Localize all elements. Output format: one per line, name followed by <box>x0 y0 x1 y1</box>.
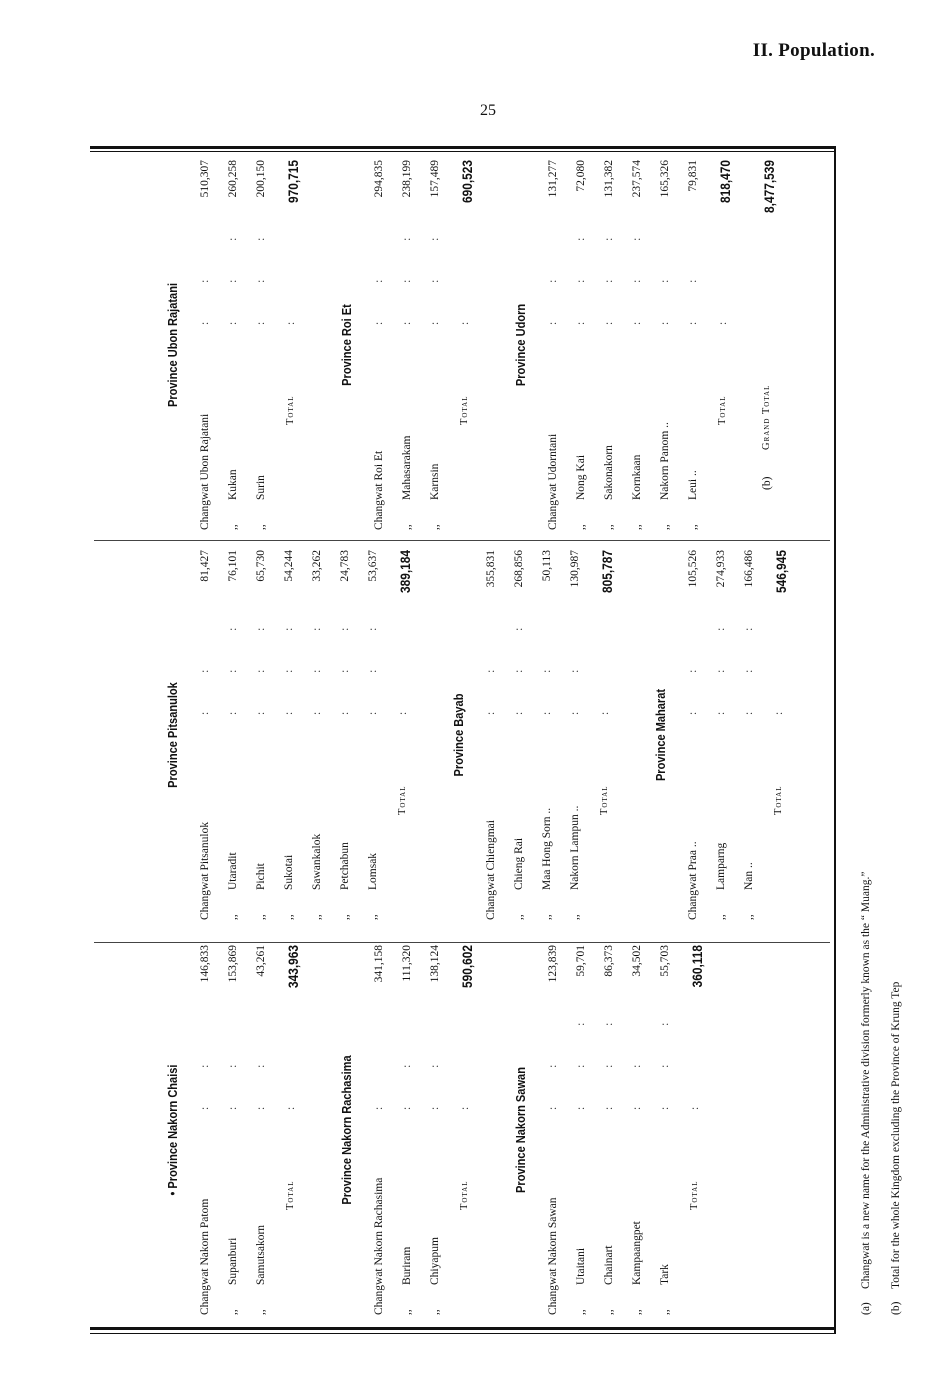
ditto-mark: ,, <box>687 524 699 530</box>
population-value: 50,113 <box>541 550 553 582</box>
population-value: 294,835 <box>373 160 385 198</box>
province-title: Province Nakorn Sawan <box>513 1067 528 1193</box>
leader-dots: : : : <box>575 219 587 325</box>
ditto-mark: ,, <box>401 1309 413 1315</box>
province-total-row <box>285 160 305 530</box>
province-total-row <box>285 945 305 1315</box>
changwat-name: Pichit <box>255 863 267 890</box>
changwat-name: Maa Hong Sorn .. <box>541 807 553 890</box>
changwat-name: Nan .. <box>743 862 755 890</box>
leader-dots: : : <box>485 651 497 715</box>
leader-dots: : : : <box>227 219 239 325</box>
total-label: Total <box>459 1180 470 1210</box>
total-label: Total <box>717 395 728 425</box>
table-row <box>547 945 567 1315</box>
population-value: 130,987 <box>569 550 581 588</box>
leader-dots: : : : <box>429 219 441 325</box>
table-row <box>575 945 595 1315</box>
population-table <box>165 155 865 1315</box>
leader-dots: : : <box>569 651 581 715</box>
population-value: 43,261 <box>255 945 267 977</box>
province-title: Province Maharat <box>653 688 668 782</box>
province-total-row <box>397 550 417 920</box>
ditto-mark: ,, <box>311 914 323 920</box>
population-value: 111,320 <box>401 945 413 982</box>
table-row <box>199 550 219 920</box>
total-label: Total <box>285 395 296 425</box>
leader-dots: : : : <box>715 609 727 715</box>
grand-total-marker: (b) <box>761 476 773 490</box>
province-total-row <box>599 550 619 920</box>
leader-dots: : <box>285 1088 297 1110</box>
changwat-name: Utaitani <box>575 1247 587 1285</box>
table-row <box>575 160 595 530</box>
changwat-name: Nakorn Panom .. <box>659 422 671 500</box>
changwat-name: Kornkaan <box>631 454 643 500</box>
table-row <box>513 550 533 920</box>
footnote-a <box>860 872 872 1315</box>
leader-dots: : : <box>687 261 699 325</box>
ditto-mark: ,, <box>603 524 615 530</box>
ditto-mark: ,, <box>227 1309 239 1315</box>
changwat-name: Leui .. <box>687 470 699 500</box>
changwat-name: Changwat Ubon Rajatani <box>199 413 211 530</box>
leader-dots: : : : <box>311 609 323 715</box>
population-value: 260,258 <box>227 160 239 198</box>
population-value: 510,307 <box>199 160 211 198</box>
grand-total-value: 8,477,539 <box>761 160 777 213</box>
ditto-mark: ,, <box>429 1309 441 1315</box>
changwat-name: Changwat Praa .. <box>687 841 699 920</box>
table-column <box>165 945 845 1315</box>
ditto-mark: ,, <box>715 914 727 920</box>
changwat-name: Changwat Nakorn Rachasima <box>373 1177 385 1315</box>
province-title: Province Pitsanulok <box>165 682 180 788</box>
table-row <box>429 945 449 1315</box>
population-value: 72,080 <box>575 160 587 192</box>
population-value: 55,703 <box>659 945 671 977</box>
table-row <box>715 550 735 920</box>
changwat-name: Karnsin <box>429 463 441 500</box>
ditto-mark: ,, <box>255 1309 267 1315</box>
province-total-row <box>459 160 479 530</box>
population-value: 54,244 <box>283 550 295 582</box>
total-value: 690,523 <box>459 160 475 204</box>
province-total-row <box>717 160 737 530</box>
leader-dots: : : : <box>603 219 615 325</box>
table-row <box>255 945 275 1315</box>
total-label: Total <box>459 395 470 425</box>
total-value: 970,715 <box>285 160 301 204</box>
leader-dots: : : <box>547 261 559 325</box>
population-value: 200,150 <box>255 160 267 198</box>
leader-dots: : : : <box>575 1004 587 1110</box>
population-value: 86,373 <box>603 945 615 977</box>
changwat-name: Changwat Chiengmai <box>485 820 497 920</box>
changwat-name: Petchabun <box>339 842 351 890</box>
table-row <box>373 945 393 1315</box>
table-row <box>569 550 589 920</box>
table-row <box>339 550 359 920</box>
leader-dots: : : : <box>603 1004 615 1110</box>
table-row <box>199 160 219 530</box>
leader-dots: : : : <box>255 219 267 325</box>
population-value: 131,277 <box>547 160 559 198</box>
population-value: 166,486 <box>743 550 755 588</box>
table-row <box>541 550 561 920</box>
ditto-mark: ,, <box>659 1309 671 1315</box>
table-row <box>687 160 707 530</box>
changwat-name: Chainart <box>603 1245 615 1285</box>
total-label: Total <box>285 1180 296 1210</box>
table-row <box>255 550 275 920</box>
changwat-name: Lomsak <box>367 852 379 890</box>
changwat-name: Sawankalok <box>311 833 323 890</box>
ditto-mark: ,, <box>541 914 553 920</box>
leader-dots: : : : <box>743 609 755 715</box>
province-total-row <box>689 945 709 1315</box>
leader-dots: : : : <box>401 219 413 325</box>
changwat-name: Kukan <box>227 469 239 500</box>
table-row <box>429 160 449 530</box>
ditto-mark: ,, <box>659 524 671 530</box>
population-value: 59,701 <box>575 945 587 977</box>
population-value: 274,933 <box>715 550 727 588</box>
leader-dots: : <box>285 303 297 325</box>
leader-dots: : : <box>401 1046 413 1110</box>
changwat-name: Sukotai <box>283 854 295 890</box>
changwat-name: Chiyapum <box>429 1237 441 1285</box>
ditto-mark: ,, <box>603 1309 615 1315</box>
population-value: 146,833 <box>199 945 211 983</box>
leader-dots: : : <box>199 651 211 715</box>
leader-dots: : : <box>373 261 385 325</box>
leader-dots: : <box>459 303 471 325</box>
table-row <box>401 160 421 530</box>
ditto-mark: ,, <box>255 524 267 530</box>
province-title: • Province Nakorn Chaisi <box>165 1064 180 1196</box>
changwat-name: Chieng Rai <box>513 837 525 890</box>
leader-dots: : : : <box>283 609 295 715</box>
changwat-name: Kampaangpet <box>631 1221 643 1285</box>
leader-dots: : <box>689 1088 701 1110</box>
total-label: Total <box>599 785 610 815</box>
footnote-marker: (a) <box>860 1302 872 1315</box>
changwat-name: Nong Kai <box>575 454 587 500</box>
province-title: Province Udorn <box>513 303 528 387</box>
ditto-mark: ,, <box>367 914 379 920</box>
ditto-mark: ,, <box>255 914 267 920</box>
ditto-mark: ,, <box>227 914 239 920</box>
table-column <box>165 160 845 530</box>
population-value: 238,199 <box>401 160 413 198</box>
changwat-name: Buriram <box>401 1246 413 1285</box>
province-total-row <box>773 550 793 920</box>
leader-dots: : : : <box>631 219 643 325</box>
table-row <box>255 160 275 530</box>
footnote-b <box>890 982 902 1315</box>
leader-dots: : : <box>227 1046 239 1110</box>
population-value: 53,637 <box>367 550 379 582</box>
table-top-rule-thin <box>90 151 836 152</box>
leader-dots: : : : <box>659 1004 671 1110</box>
changwat-name: Supanburi <box>227 1237 239 1285</box>
population-value: 79,831 <box>687 160 699 192</box>
changwat-name: Mahasarakam <box>401 435 413 500</box>
leader-dots: : : <box>541 651 553 715</box>
leader-dots: : <box>459 1088 471 1110</box>
footnote-text: Changwat is a new name for the Administrative division formerly known as the “ Muang.” <box>860 871 872 1289</box>
total-value: 590,602 <box>459 945 475 989</box>
table-row <box>687 550 707 920</box>
leader-dots: : : <box>659 261 671 325</box>
ditto-mark: ,, <box>429 524 441 530</box>
table-row <box>311 550 331 920</box>
population-value: 34,502 <box>631 945 643 977</box>
footnote-marker: (b) <box>890 1301 902 1315</box>
table-row <box>227 945 247 1315</box>
table-row <box>631 160 651 530</box>
changwat-name: Sakonakorn <box>603 445 615 500</box>
total-value: 818,470 <box>717 160 733 204</box>
ditto-mark: ,, <box>575 1309 587 1315</box>
changwat-name: Samutsakorn <box>255 1224 267 1285</box>
changwat-name: Tark <box>659 1264 671 1285</box>
province-title: Province Roi Et <box>339 304 354 386</box>
leader-dots: : <box>717 303 729 325</box>
leader-dots: : : <box>631 1046 643 1110</box>
population-value: 65,730 <box>255 550 267 582</box>
table-row <box>631 945 651 1315</box>
table-row <box>227 160 247 530</box>
leader-dots: : : <box>199 261 211 325</box>
total-value: 389,184 <box>397 550 413 594</box>
population-value: 33,262 <box>311 550 323 582</box>
page-number: 25 <box>480 102 496 119</box>
population-value: 138,124 <box>429 945 441 983</box>
leader-dots: : : <box>255 1046 267 1110</box>
ditto-mark: ,, <box>569 914 581 920</box>
ditto-mark: ,, <box>339 914 351 920</box>
table-bottom-rule <box>90 1327 836 1330</box>
ditto-mark: ,, <box>401 524 413 530</box>
leader-dots: : <box>599 693 611 715</box>
table-row <box>659 160 679 530</box>
leader-dots: : : <box>547 1046 559 1110</box>
total-value: 360,118 <box>689 945 705 988</box>
changwat-name: Lamparng <box>715 842 727 890</box>
section-title: II. Population. <box>752 40 875 61</box>
table-bottom-rule-thin <box>90 1333 836 1334</box>
table-column <box>165 550 845 920</box>
grand-total-row <box>761 160 781 530</box>
leader-dots: : : : <box>339 609 351 715</box>
changwat-name: Surin <box>255 475 267 500</box>
ditto-mark: ,, <box>575 524 587 530</box>
table-row <box>401 945 421 1315</box>
total-value: 805,787 <box>599 550 615 594</box>
province-title: Province Nakorn Rachasima <box>339 1055 354 1205</box>
population-value: 157,489 <box>429 160 441 198</box>
footnotes <box>860 815 920 1315</box>
province-total-row <box>459 945 479 1315</box>
ditto-mark: ,, <box>631 1309 643 1315</box>
leader-dots: : <box>773 693 785 715</box>
leader-dots: : : : <box>367 609 379 715</box>
leader-dots: : : <box>687 651 699 715</box>
table-row <box>373 160 393 530</box>
province-title: Province Ubon Rajatani <box>165 282 180 408</box>
changwat-name: Changwat Nakorn Sawan <box>547 1197 559 1315</box>
population-value: 123,839 <box>547 945 559 983</box>
changwat-name: Changwat Nakorn Patom <box>199 1198 211 1315</box>
total-label: Total <box>397 785 408 815</box>
population-value: 165,326 <box>659 160 671 198</box>
table-row <box>603 945 623 1315</box>
total-label: Total <box>689 1180 700 1210</box>
leader-dots: : : <box>429 1046 441 1110</box>
changwat-name: Nakorn Lampun .. <box>569 805 581 890</box>
table-row <box>283 550 303 920</box>
population-value: 81,427 <box>199 550 211 582</box>
changwat-name: Changwat Pitsanulok <box>199 821 211 920</box>
table-row <box>659 945 679 1315</box>
changwat-name: Utaradit <box>227 852 239 890</box>
leader-dots: : : : <box>513 609 525 715</box>
population-value: 268,856 <box>513 550 525 588</box>
population-value: 105,526 <box>687 550 699 588</box>
ditto-mark: ,, <box>513 914 525 920</box>
table-row <box>547 160 567 530</box>
total-value: 343,963 <box>285 945 301 989</box>
changwat-name: Changwat Roi Et <box>373 450 385 530</box>
population-value: 153,869 <box>227 945 239 983</box>
leader-dots: : : <box>199 1046 211 1110</box>
population-value: 131,382 <box>603 160 615 198</box>
changwat-name: Changwat Udorntani <box>547 433 559 530</box>
ditto-mark: ,, <box>283 914 295 920</box>
leader-dots: : <box>373 1088 385 1110</box>
ditto-mark: ,, <box>227 524 239 530</box>
population-value: 355,831 <box>485 550 497 588</box>
table-row <box>743 550 763 920</box>
total-label: Total <box>773 785 784 815</box>
table-row <box>603 160 623 530</box>
ditto-mark: ,, <box>743 914 755 920</box>
leader-dots: : : : <box>255 609 267 715</box>
province-title: Province Bayab <box>451 693 466 777</box>
table-row <box>199 945 219 1315</box>
leader-dots: : <box>397 693 409 715</box>
population-value: 24,783 <box>339 550 351 582</box>
total-value: 546,945 <box>773 550 789 594</box>
grand-total-label: Grand Total <box>761 384 772 450</box>
ditto-mark: ,, <box>631 524 643 530</box>
table-row <box>367 550 387 920</box>
table-row <box>485 550 505 920</box>
population-value: 341,158 <box>373 945 385 983</box>
leader-dots: : : : <box>227 609 239 715</box>
population-value: 76,101 <box>227 550 239 582</box>
table-row <box>227 550 247 920</box>
population-value: 237,574 <box>631 160 643 198</box>
footnote-text: Total for the whole Kingdom excluding the Province of Krung Tep <box>890 981 902 1289</box>
table-top-rule <box>90 146 836 149</box>
